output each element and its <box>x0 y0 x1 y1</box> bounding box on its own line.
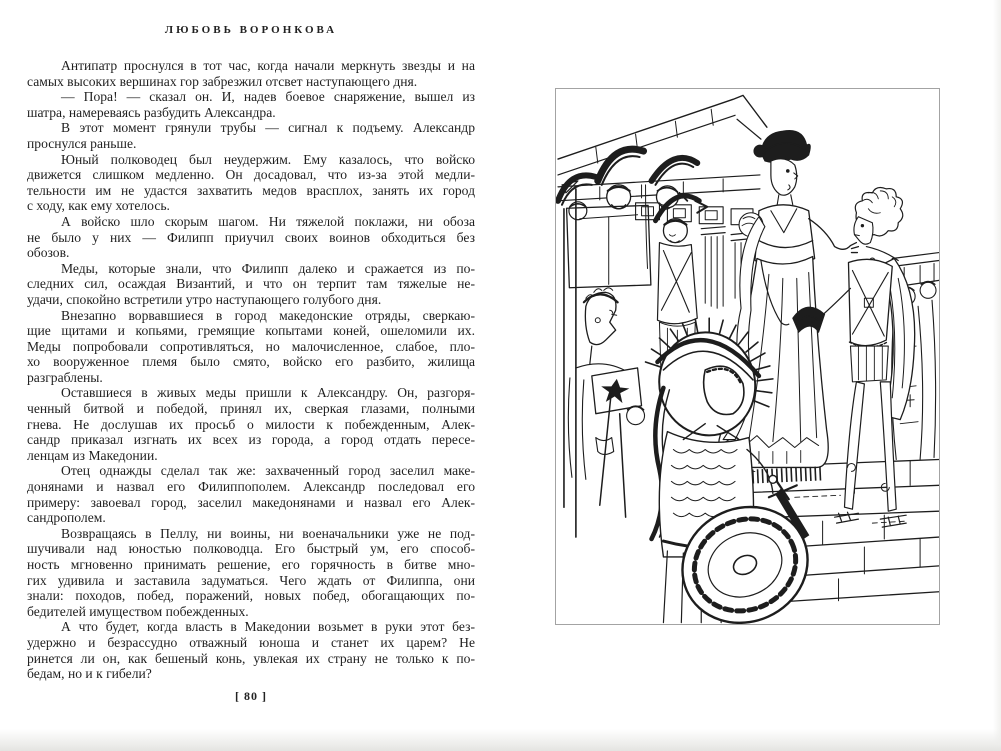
text-line: Оставшиеся в живых меды пришли к Александру. Он, разгоря- <box>61 385 475 401</box>
text-line: бедителей имуществом побежденных. <box>27 603 249 619</box>
text-line: В этот момент грянули трубы — сигнал к подъему. Александр <box>61 120 475 136</box>
text-line: А что будет, когда власть в Македонии возьмет в руки этот без- <box>61 619 475 635</box>
running-header: ЛЮБОВЬ ВОРОНКОВА <box>164 24 338 36</box>
text-line: хо вооруженное племя было смято, войско его разбито, жилища <box>27 354 475 370</box>
text-line: Отец однажды сделал так же: захваченный город заселил маке- <box>61 463 475 479</box>
text-column <box>27 58 475 682</box>
text-line: Возвращаясь в Пеллу, ни воины, ни военачальники уже не под- <box>61 525 475 541</box>
text-line: следних сил, осаждая Византий, и что он терпит там тяжелые не- <box>27 276 475 292</box>
text-line: удачи, спокойно встретили утро наступающего голубого дня. <box>27 291 382 307</box>
paragraph <box>27 308 475 386</box>
paragraph <box>27 463 475 525</box>
paragraph <box>27 214 475 261</box>
page-number: [ 80 ] <box>235 689 267 703</box>
text-line: примеру: завоевал город, заселил македонянами и назвал его Алек- <box>27 494 475 510</box>
text-line: Меды, которые знали, что Филипп далеко и сражается из по- <box>61 260 475 276</box>
text-line: самых высоких вершинах гор забрезжил отсвет наступающего дня. <box>27 73 418 89</box>
illustration-engraving <box>555 88 940 625</box>
text-line: Юный полководец был неудержим. Ему казалось, что войско <box>61 151 475 167</box>
text-line: шатра, намереваясь разбудить Александра. <box>27 104 276 120</box>
text-line: ленцам из Македонии. <box>27 447 158 463</box>
paragraph <box>27 58 475 89</box>
text-line: сандрополем. <box>27 510 106 526</box>
alexander-figure-drawing <box>812 188 915 528</box>
paragraph <box>27 89 475 120</box>
paragraph <box>27 619 475 681</box>
text-line: гих удивила и заставила задуматься. Чего ждать от Филиппа, они <box>27 572 475 588</box>
text-line: донянами и назвал его Филиппополем. Александр последовал его <box>27 479 475 495</box>
text-line: бедам, но и к гибели? <box>27 666 152 682</box>
text-line: ринется ли он, как бешеный конь, увлекая их страну не только к по- <box>27 650 475 666</box>
paragraph <box>27 120 475 151</box>
text-line: тельности им не удастся захватить медов врасплох, занять их город <box>27 182 475 198</box>
page-edge-bottom <box>0 729 1001 751</box>
paragraph <box>27 152 475 214</box>
paragraph <box>27 261 475 308</box>
text-line: Антипатр проснулся в тот час, когда начали меркнуть звезды и на <box>61 58 475 73</box>
text-line: щие щитами и копьями, гремящие копытами коней, ошеломили их. <box>27 323 475 339</box>
laureled-profile-head-drawing <box>568 288 644 517</box>
text-line: Меды попробовали сопротивляться, но малочисленное, слабое, пло- <box>27 338 475 354</box>
text-line: удержно и безрассудно отважный юноша и станет их царем? Не <box>27 634 475 650</box>
text-line: разграблены. <box>27 369 103 385</box>
text-line: с ходу, как ему хотелось. <box>27 198 170 214</box>
text-line: ность мгновенно принимать решение, его горячность в битве мно- <box>27 557 475 572</box>
text-line: движется слишком медленно. Он досадовал, что из-за этой медли- <box>27 167 475 183</box>
text-line: гнева. Не дослушав их просьб о милости к побежденным, Алек- <box>27 416 475 432</box>
text-line: сандр приказал изгнать их всех из города, а город отдать пересе- <box>27 432 475 448</box>
text-line: знали: походов, побед, поражений, новых побед, обогащающих по- <box>27 588 475 604</box>
text-line: проснулся раньше. <box>27 135 137 151</box>
page-edge-right <box>993 0 1001 751</box>
text-line: шучивали над юностью полководца. Его быстрый ум, его способ- <box>27 541 475 557</box>
text-line: не было у них — Филипп приучил своих воинов обходиться без <box>27 229 475 245</box>
paragraph <box>27 526 475 620</box>
text-line: Внезапно ворвавшиеся в город македонские отряды, сверкаю- <box>61 307 475 323</box>
text-line: — Пора! — сказал он. И, надев боевое снаряжение, вышел из <box>61 89 475 105</box>
text-line: обозов. <box>27 245 70 261</box>
text-line: А войско шло скорым шагом. Ни тяжелой поклажи, ни обоза <box>61 213 475 229</box>
paragraph <box>27 385 475 463</box>
text-line: ченный битвой и победой, принял их, сверкая глазами, полными <box>27 401 475 417</box>
